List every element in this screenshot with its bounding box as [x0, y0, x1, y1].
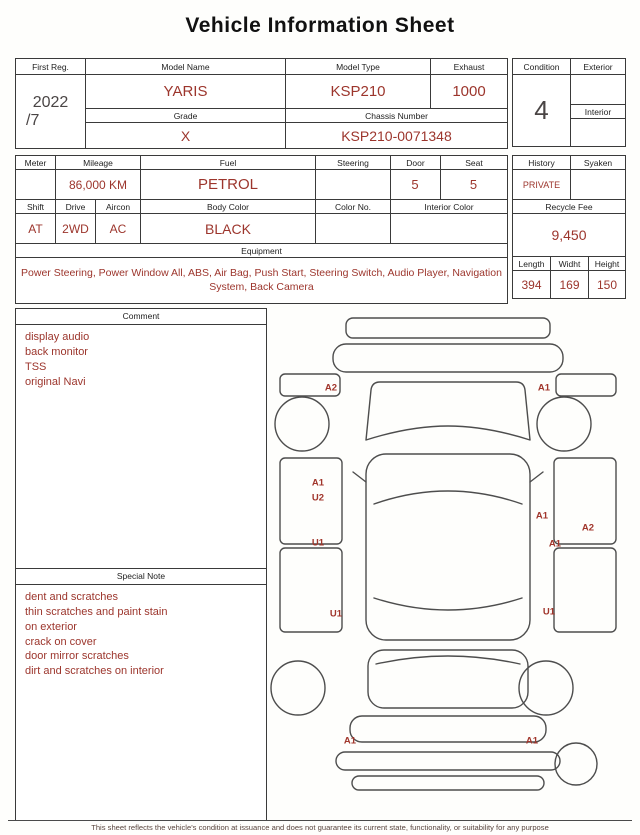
- cabin: [366, 454, 530, 640]
- condition-table: [512, 58, 626, 147]
- right-mirror: [530, 472, 543, 482]
- meter-value: [16, 170, 56, 200]
- left-mirror: [353, 472, 366, 482]
- interior-color-value: [391, 214, 508, 244]
- width-label: Widht: [551, 257, 589, 271]
- body-color-label: Body Color: [141, 200, 316, 214]
- comment-text: [16, 325, 266, 568]
- damage-mark: A1: [525, 735, 539, 747]
- special-note-line: on exterior: [25, 620, 77, 633]
- equipment-label: Equipment: [16, 244, 508, 258]
- interior-label: Interior: [571, 105, 626, 119]
- first-reg-value: [16, 75, 86, 149]
- color-no-label: Color No.: [316, 200, 391, 214]
- spare-wheel: [555, 743, 597, 785]
- syaken-label: Syaken: [571, 156, 626, 170]
- special-note-line: door mirror scratches: [25, 650, 129, 663]
- vehicle-id-table: [15, 58, 508, 149]
- drive-value: 2WD: [56, 214, 96, 244]
- damage-mark: A1: [535, 510, 549, 522]
- damage-mark: A2: [324, 382, 338, 394]
- special-note-line: thin scratches and paint stain: [25, 605, 168, 618]
- fuel-value: PETROL: [141, 170, 316, 200]
- chassis-value: KSP210-0071348: [286, 123, 508, 149]
- first-reg-year: 2022: [32, 93, 69, 111]
- aircon-label: Aircon: [96, 200, 141, 214]
- damage-mark: A1: [548, 538, 562, 550]
- door-label: Door: [391, 156, 441, 170]
- comment-line: original Navi: [25, 375, 86, 388]
- mileage-label: Mileage: [56, 156, 141, 170]
- dimensions-table: [512, 256, 626, 299]
- exterior-label: Exterior: [571, 59, 626, 75]
- shift-value: AT: [16, 214, 56, 244]
- damage-mark: A1: [311, 477, 325, 489]
- page-title: Vehicle Information Sheet: [185, 14, 455, 37]
- specs-table: [15, 155, 508, 304]
- front-left-wheel: [275, 397, 329, 451]
- damage-mark: U1: [542, 606, 556, 618]
- door-value: 5: [391, 170, 441, 200]
- model-name-label: Model Name: [86, 59, 286, 75]
- car-diagram: [268, 312, 628, 817]
- height-value: 150: [589, 271, 626, 299]
- car-outline-svg: [268, 312, 628, 817]
- model-type-value: KSP210: [286, 75, 431, 109]
- fuel-label: Fuel: [141, 156, 316, 170]
- height-label: Height: [589, 257, 626, 271]
- first-reg-month: /7: [26, 111, 40, 129]
- rear-bumper-trim: [352, 776, 544, 790]
- shift-label: Shift: [16, 200, 56, 214]
- footer-note: [8, 820, 632, 832]
- interior-color-label: Interior Color: [391, 200, 508, 214]
- exhaust-label: Exhaust: [431, 59, 508, 75]
- grade-label: Grade: [86, 109, 286, 123]
- recycle-fee-label: Recycle Fee: [513, 200, 626, 214]
- model-name-value: YARIS: [86, 75, 286, 109]
- comment-line: back monitor: [25, 345, 88, 358]
- exterior-value: [571, 75, 626, 105]
- body-color-value: BLACK: [141, 214, 316, 244]
- seat-value: 5: [441, 170, 508, 200]
- front-bumper: [333, 344, 563, 372]
- drive-label: Drive: [56, 200, 96, 214]
- steering-value: [316, 170, 391, 200]
- damage-mark: U2: [311, 492, 325, 504]
- recycle-fee-value: 9,450: [513, 214, 626, 257]
- width-value: 169: [551, 271, 589, 299]
- rear-bumper-lower: [336, 752, 560, 770]
- comment-line: display audio: [25, 331, 90, 343]
- special-note-text: [16, 585, 266, 684]
- rear-left-wheel: [271, 661, 325, 715]
- condition-score: 4: [513, 75, 571, 147]
- damage-mark: A2: [581, 522, 595, 534]
- color-no-value: [316, 214, 391, 244]
- aircon-value: AC: [96, 214, 141, 244]
- front-bumper-top: [346, 318, 550, 338]
- history-label: History: [513, 156, 571, 170]
- steering-label: Steering: [316, 156, 391, 170]
- comment-box: [15, 308, 267, 821]
- special-note-line: dent and scratches: [25, 591, 118, 603]
- trunk: [368, 650, 528, 708]
- windshield-line: [374, 491, 522, 504]
- condition-label: Condition: [513, 59, 571, 75]
- comment-line: TSS: [25, 360, 47, 373]
- special-note-line: crack on cover: [25, 635, 97, 648]
- hood: [366, 382, 530, 440]
- model-type-label: Model Type: [286, 59, 431, 75]
- damage-mark: U1: [329, 608, 343, 620]
- mileage-value: 86,000 KM: [56, 170, 141, 200]
- grade-value: X: [86, 123, 286, 149]
- history-value: PRIVATE: [513, 170, 571, 200]
- comment-header: Comment: [16, 309, 266, 325]
- rear-right-wheel: [519, 661, 573, 715]
- rear-bumper: [350, 716, 546, 742]
- damage-mark: A1: [343, 735, 357, 747]
- length-label: Length: [513, 257, 551, 271]
- right-front-fender: [556, 374, 616, 396]
- trunk-line: [376, 656, 520, 664]
- footer-text: This sheet reflects the vehicle's condition at issuance and does not guarantee its current state, functionality, or suitability for any purpose: [91, 823, 549, 832]
- damage-mark: U1: [311, 537, 325, 549]
- rear-window-line: [374, 598, 522, 610]
- meter-label: Meter: [16, 156, 56, 170]
- length-value: 394: [513, 271, 551, 299]
- right-rear-door: [554, 548, 616, 632]
- chassis-label: Chassis Number: [286, 109, 508, 123]
- damage-mark: A1: [537, 382, 551, 394]
- history-table: [512, 155, 626, 257]
- first-reg-label: First Reg.: [16, 59, 86, 75]
- special-note-line: dirt and scratches on interior: [25, 665, 164, 678]
- interior-value: [571, 119, 626, 147]
- seat-label: Seat: [441, 156, 508, 170]
- exhaust-value: 1000: [431, 75, 508, 109]
- equipment-value: Power Steering, Power Window All, ABS, Air Bag, Push Start, Steering Switch, Audio Player, Navigation System, Back Camera: [16, 258, 508, 304]
- front-right-wheel: [537, 397, 591, 451]
- special-note-header: Special Note: [16, 568, 266, 585]
- syaken-value: [571, 170, 626, 200]
